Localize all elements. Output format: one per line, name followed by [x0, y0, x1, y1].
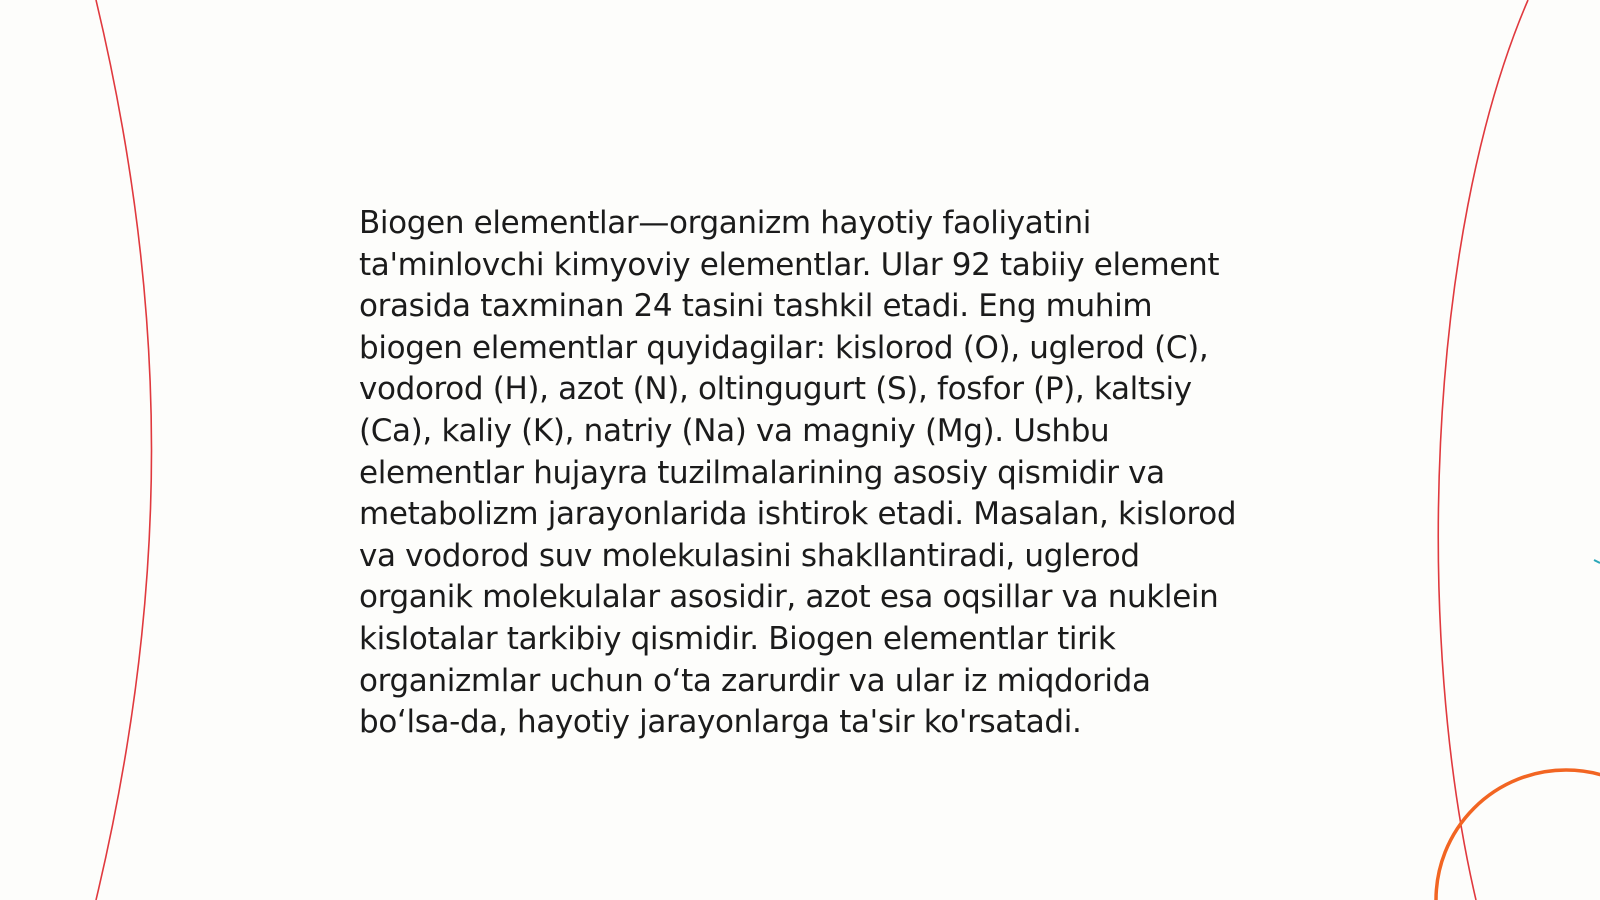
left-arc-line	[96, 0, 152, 900]
teal-accent-mark	[1594, 560, 1600, 563]
body-paragraph: Biogen elementlar—organizm hayotiy faoliyatini ta'minlovchi kimyoviy elementlar. Ular 92 tabiiy element orasida taxminan 24 tasini tashkil etadi. Eng muhim biogen elementlar quyidagilar: kislorod (O), uglerod (C), vodorod (H), azot (N), oltingugurt (S), fosfor (P), kaltsiy (Ca), kaliy (K), natriy (Na) va magniy (Mg). Ushbu elementlar hujayra tuzilmalarining asosiy qismidir va metabolizm jarayonlarida ishtirok etadi. Masalan, kislorod va vodorod suv molekulasini shakllantiradi, uglerod organik molekulalar asosidir, azot esa oqsillar va nuklein kislotalar tarkibiy qismidir. Biogen elementlar tirik organizmlar uchun o‘ta zarurdir va ular iz miqdorida bo‘lsa-da, hayotiy jarayonlarga ta'sir ko'rsatadi.	[359, 205, 1237, 741]
orange-circle-outline	[1436, 770, 1600, 900]
right-arc-line	[1438, 0, 1528, 900]
